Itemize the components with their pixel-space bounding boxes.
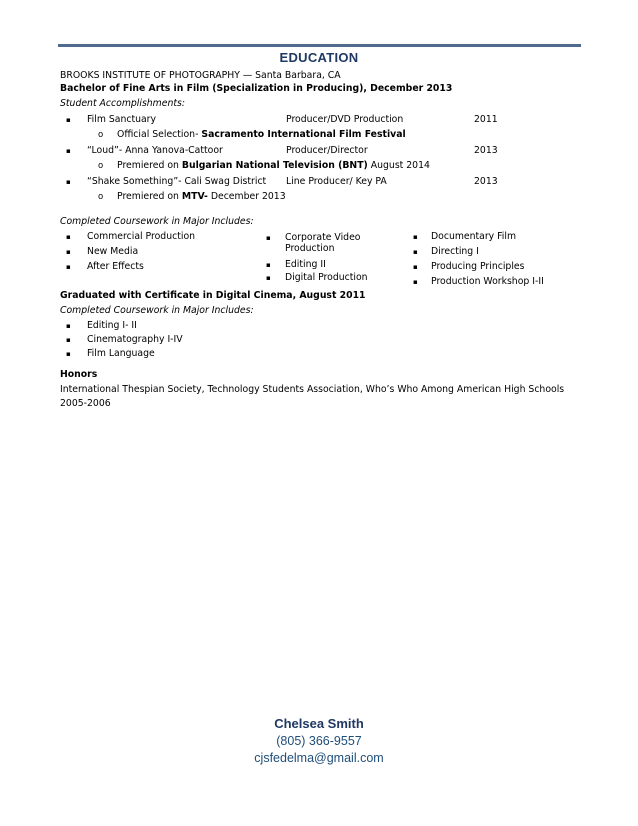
bullet-icon: ▪ (413, 263, 418, 271)
course-item-continued: Production (285, 243, 335, 254)
accomplishment-detail (117, 129, 406, 141)
accomplishments-heading: Student Accomplishments: (60, 98, 185, 109)
bullet-icon: ▪ (66, 322, 71, 330)
sub-bullet-icon: o (98, 192, 104, 202)
course-item: Production Workshop I-II (431, 276, 544, 287)
coursework-heading: Completed Coursework in Major Includes: (60, 305, 254, 316)
detail-highlight: MTV- (181, 191, 208, 202)
detail-highlight: Bulgarian National Television (BNT) (181, 160, 368, 171)
accomplishment-detail (117, 160, 430, 172)
bullet-icon: ▪ (66, 336, 71, 344)
detail-prefix: Premiered on (117, 191, 182, 202)
course-item: New Media (87, 246, 139, 257)
bullet-icon: ▪ (266, 274, 271, 282)
contact-email[interactable]: cjsfedelma@gmail.com (254, 751, 384, 765)
course-item: Film Language (87, 348, 155, 359)
bullet-icon: ▪ (413, 278, 418, 286)
bullet-icon: ▪ (66, 263, 71, 271)
honors-list: International Thespian Society, Technology Students Association, Who’s Who Among American High Schools (60, 384, 565, 395)
certificate-title: Graduated with Certificate in Digital Cinema, August 2011 (60, 290, 366, 301)
course-item: Commercial Production (87, 231, 196, 242)
course-item: Directing I (431, 246, 479, 257)
course-item: After Effects (87, 261, 144, 272)
detail-suffix: August 2014 (367, 160, 430, 171)
detail-prefix: Official Selection- (117, 129, 202, 140)
bullet-icon: ▪ (413, 248, 418, 256)
degree-title: Bachelor of Fine Arts in Film (Specialization in Producing), December 2013 (60, 83, 453, 94)
course-item: Editing II (285, 259, 326, 270)
bullet-icon: ▪ (413, 233, 418, 241)
contact-phone: (805) 366-9557 (276, 734, 362, 748)
accomplishment-role: Line Producer/ Key PA (286, 176, 387, 187)
accomplishment-title: “Shake Something”- Cali Swag District (87, 176, 267, 187)
honors-years: 2005-2006 (60, 398, 111, 409)
course-item: Corporate Video (285, 232, 361, 243)
bullet-icon: ▪ (66, 178, 71, 186)
accomplishment-detail (117, 191, 286, 203)
accomplishment-year: 2013 (474, 145, 498, 156)
detail-prefix: Premiered on (117, 160, 182, 171)
course-item: Documentary Film (431, 231, 517, 242)
accomplishment-year: 2013 (474, 176, 498, 187)
accomplishment-role: Producer/DVD Production (286, 114, 404, 125)
course-item: Cinematography I-IV (87, 334, 183, 345)
contact-name: Chelsea Smith (274, 716, 364, 731)
accomplishment-title: “Loud”- Anna Yanova-Cattoor (87, 145, 223, 156)
sub-bullet-icon: o (98, 130, 104, 140)
bullet-icon: ▪ (66, 350, 71, 358)
course-item: Editing I- II (87, 320, 137, 331)
course-item: Producing Principles (431, 261, 525, 272)
coursework-heading: Completed Coursework in Major Includes: (60, 216, 254, 227)
accomplishment-role: Producer/Director (286, 145, 368, 156)
honors-heading: Honors (60, 369, 98, 380)
accomplishment-title: Film Sanctuary (87, 114, 157, 125)
bullet-icon: ▪ (66, 233, 71, 241)
accomplishment-year: 2011 (474, 114, 498, 125)
course-item: Digital Production (285, 272, 368, 283)
bullet-icon: ▪ (66, 116, 71, 124)
detail-highlight: Sacramento International Film Festival (201, 129, 406, 140)
sub-bullet-icon: o (98, 161, 104, 171)
bullet-icon: ▪ (266, 261, 271, 269)
bullet-icon: ▪ (66, 248, 71, 256)
section-divider (58, 44, 581, 47)
bullet-icon: ▪ (66, 147, 71, 155)
section-title: EDUCATION (279, 50, 359, 65)
school-name: BROOKS INSTITUTE OF PHOTOGRAPHY — Santa Barbara, CA (60, 70, 341, 81)
bullet-icon: ▪ (266, 234, 271, 242)
detail-suffix: December 2013 (207, 191, 286, 202)
